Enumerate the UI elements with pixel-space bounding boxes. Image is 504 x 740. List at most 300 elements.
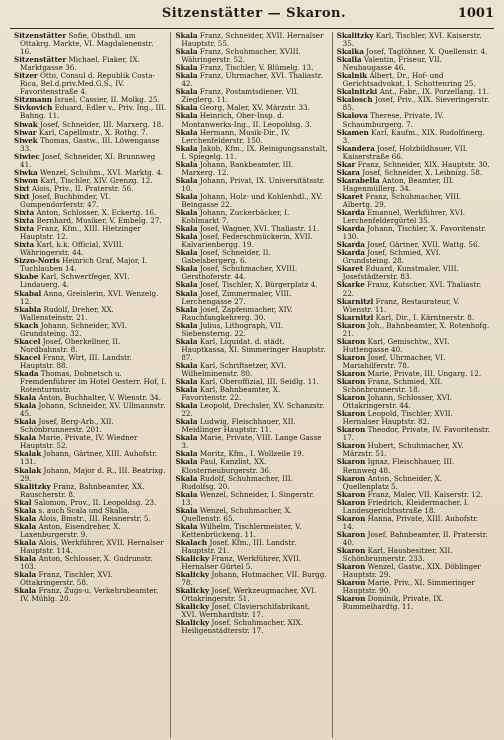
entry-surname: Skala — [14, 417, 37, 427]
directory-entry — [175, 129, 327, 145]
entry-details: Anton, Beamter, III. Hagenmüllerg. 34. — [342, 175, 454, 193]
directory-entry — [14, 467, 166, 483]
entry-details: Josef, Zapfenmacher, XIV. Rauchfangkehrerg. 30. — [181, 304, 293, 322]
entry-details: Karl, Hausbesitzer, XII. Schönbrunnerstr. 233. — [342, 546, 453, 564]
entry-details: Wenzel, Schuhmacher, X. Quellenstr. 65. — [181, 505, 292, 523]
entry-surname: Skala — [175, 417, 198, 427]
entry-details: Josef, Werkzeugmacher, XVI. Ottakringerstr. 51. — [181, 586, 317, 604]
entry-surname: Skala — [175, 224, 198, 234]
entry-surname: Skaron — [336, 578, 366, 588]
entry-details: Franz, Wirt, III. Landstr. Hauptstr. 88. — [20, 352, 132, 370]
directory-entry — [175, 523, 327, 539]
entry-surname: Skala — [175, 401, 198, 411]
directory-entry — [337, 338, 490, 354]
entry-surname: Skala — [175, 47, 198, 57]
entry-details: Michael, Fiaker, IX. Marktgasse 36. — [20, 55, 140, 73]
entry-details: Leopold, Drechsler, XV. Schanzstr. 22. — [181, 401, 325, 419]
entry-details: Josef, Bahnbeamter, II. Praterstr. 40. — [342, 529, 488, 547]
entry-surname: Skala — [14, 505, 37, 515]
column-middle — [171, 32, 332, 738]
entry-surname: Skach — [14, 320, 39, 330]
entry-surname: Skaron — [336, 393, 366, 403]
entry-details: Josef, Federschmückerin, XVII. Kalvarienbergg. 19. — [181, 232, 313, 250]
entry-details: Moritz, Kfm., I. Wollzeile 19. — [197, 449, 305, 459]
entry-surname: Skaron — [336, 473, 366, 483]
directory-entry — [175, 402, 327, 418]
entry-details: Friedrich, Kleidermacher, I. Landesgerichtsstraße 18. — [342, 497, 469, 515]
directory-entry — [175, 386, 327, 402]
directory-entry — [175, 507, 327, 523]
entry-details: Karl, Bahnbeamter, X. Favoritenstr. 22. — [181, 385, 281, 403]
directory-entry — [337, 322, 490, 338]
entry-details: Karl, Capellmstr., X. Rothg. 7. — [36, 127, 148, 137]
entry-surname: Skacel — [14, 336, 41, 346]
entry-surname: Skalnitzki — [336, 87, 378, 97]
entry-surname: Skarabella — [336, 175, 380, 185]
entry-surname: Siwiec — [14, 151, 40, 161]
entry-surname: Skala — [175, 320, 198, 330]
entry-surname: Skala — [175, 232, 198, 242]
directory-entry — [175, 491, 327, 507]
directory-entry — [175, 587, 327, 603]
entry-details: Karl, Gemischtw., XVI. Huttengasse 40. — [342, 336, 450, 354]
entry-surname: Skaron — [336, 377, 366, 387]
entry-details: Thomas, Gastw., III. Löwengasse 33. — [20, 135, 160, 153]
entry-surname: Skamen — [336, 127, 369, 137]
directory-entry — [337, 145, 490, 161]
entry-details: Alois, Werkführer, XVII. Hernalser Hauptstr. 114. — [20, 537, 164, 555]
directory-entry — [14, 571, 166, 587]
entry-details: Franz, Postamtsdiener, VII. Zieglerg. 11. — [181, 87, 300, 105]
entry-surname: Skara — [336, 167, 360, 177]
entry-details: Franz, Uhrmacher, XVI. Thaliastr. 42. — [181, 71, 323, 89]
directory-entry — [14, 104, 166, 120]
entry-details: Anton, Buchhalter, V. Wienstr. 34. — [36, 393, 162, 403]
entry-details: s. auch Scala und Skalla. — [36, 505, 130, 515]
entry-surname: Skalla — [336, 55, 362, 65]
entry-details: Ignaz, Fleischhauer, III. Rennweg 48. — [342, 457, 455, 475]
entry-details: Valentin, Friseur, VII. Neubaugasse 46. — [342, 55, 442, 73]
entry-surname: Skarnitzl — [336, 312, 374, 322]
entry-details: Johann, Major d. R., III. Beatrixg. 29. — [20, 465, 166, 483]
entry-surname: Skala — [175, 208, 198, 218]
directory-entry — [337, 129, 490, 145]
entry-details: Thomas, Dolmetsch u. Fremdenführer im Hotel Oesterr. Hof, I. Rotenturmstr. — [20, 368, 167, 395]
entry-details: Johann, Schlosser, XVI. Ottakringerstr. 44. — [342, 393, 453, 411]
directory-entry — [14, 434, 166, 450]
directory-entry — [14, 225, 166, 241]
entry-surname: Skaron — [336, 489, 366, 499]
entry-details: Anton, Schlosser, X. Eckertg. 16. — [34, 208, 157, 218]
directory-entry — [337, 96, 490, 112]
entry-surname: Skalnik — [336, 71, 368, 81]
directory-entry — [175, 434, 327, 450]
entry-surname: Skala — [175, 87, 198, 97]
column-right — [333, 32, 494, 738]
directory-entry — [175, 571, 327, 587]
entry-details: Josef, Taglöhner, X. Quellenstr. 4. — [363, 47, 488, 57]
entry-surname: Skalicky — [175, 570, 210, 580]
directory-entry — [337, 579, 490, 595]
entry-surname: Sitzenstätter — [14, 32, 67, 40]
entry-details: Josef, Wagner, XVI. Thaliastr. 11. — [197, 224, 320, 234]
entry-surname: Skal — [14, 497, 32, 507]
directory-entry — [337, 547, 490, 563]
entry-details: Eduard, Edler v., Priv. Ing., III. Bahng. 11. — [20, 103, 167, 121]
entry-surname: Siwek — [14, 135, 38, 145]
directory-entry — [337, 354, 490, 370]
directory-entry — [337, 177, 490, 193]
directory-entry — [337, 394, 490, 410]
directory-entry — [175, 475, 327, 491]
directory-entry — [14, 257, 166, 273]
directory-entry — [175, 177, 327, 193]
entry-details: Paul, Kanzlist, XX. Klosterneuburgerstr. 36. — [181, 457, 272, 475]
directory-entry — [175, 265, 327, 281]
entry-details: Josef, Buchbinder, VI. Gumpendorferstr. 47. — [20, 191, 111, 209]
entry-surname: Skaron — [336, 320, 366, 330]
entry-details: Otto, Consul d. Republik Costa-Rica, Bel.d.priv.Med.G.S., IV. Favoritenstraße 4. — [20, 71, 155, 97]
entry-details: Emanuel, Werkführer, XVI. Lerchenfeldergürtel 35. — [342, 208, 466, 226]
directory-entry — [337, 56, 490, 72]
entry-surname: Skandera — [336, 143, 375, 153]
entry-details: Josef, Gärtner, XVII. Wattg. 56. — [364, 240, 480, 250]
entry-details: Salomon, Prov., II. Leopoldsg. 23. — [31, 497, 157, 507]
entry-surname: Skala — [14, 513, 37, 523]
entry-surname: Siwka — [14, 167, 38, 177]
entry-details: Joh., Bahnbeamter, X. Rotenhofg. 21. — [342, 320, 490, 338]
directory-entry — [14, 153, 166, 169]
entry-surname: Skalicky — [175, 554, 210, 564]
entry-details: Karl, Tischler, XIV. Grenzg. 12. — [38, 175, 153, 185]
page-header — [10, 6, 494, 29]
entry-surname: Skalicky — [175, 618, 210, 628]
directory-entry — [175, 48, 327, 64]
entry-details: Franz, Bahnbeamter, XX. Rauscherstr. 8. — [20, 481, 145, 499]
directory-entry — [14, 273, 166, 289]
entry-details: Josef, Zimmermaler, VIII. Lerchengasse 27. — [181, 288, 292, 306]
entry-details: Heinrich Graf, Major, I. Tuchlauben 14. — [20, 256, 148, 274]
entry-surname: Skala — [175, 248, 198, 258]
directory-entry — [14, 137, 166, 153]
entry-surname: Skala — [14, 537, 37, 547]
entry-details: Marie, Priv., XI. Simmeringer Hauptstr. 90. — [342, 578, 475, 596]
entry-details: Franz, Zugs-u. Verkehrsbeamter, IV. Mühlg. 20. — [20, 586, 159, 604]
entry-details: Wenzel, Schneider, I. Singerstr. 13. — [181, 489, 315, 507]
entry-details: Johann, Gärtner, XIII. Auhofstr. 131. — [20, 449, 158, 467]
entry-details: Franz, Schuhmacher, VIII. Albertg. 29. — [342, 191, 462, 209]
directory-entry — [337, 298, 490, 314]
entry-details: Josef, Schuhmacher, XVIII. Gersthoferstr. 44. — [181, 264, 298, 282]
entry-details: Josef, Uhrmacher, VI. Mariahilferstr. 78. — [342, 352, 446, 370]
entry-details: Franz, Restaurateur, V. Wienstr. 11. — [342, 296, 460, 314]
directory-entry — [337, 32, 490, 48]
entry-surname: Skaret — [336, 191, 364, 201]
entry-surname: Skala — [14, 586, 37, 596]
entry-surname: Skalitzky — [14, 481, 51, 491]
directory-entry — [14, 32, 166, 56]
entry-surname: Skalak — [14, 449, 42, 459]
entry-surname: Sizzo-Noris — [14, 256, 60, 266]
entry-details: Karl, Schriftsetzer, XVI. Wilhelminenstr. 80. — [181, 360, 287, 378]
entry-details: Franz, Schuhmacher, XVIII. Währingerstr. 52. — [181, 47, 301, 65]
entry-details: Wenzel, Gastw., XIX. Döblinger Hauptstr. 29. — [342, 562, 481, 580]
directory-entry — [175, 555, 327, 571]
entry-surname: Skaron — [336, 352, 366, 362]
entry-surname: Skabal — [14, 288, 42, 298]
entry-details: Ludwig, Fleischhauer, XII. Meidlinger Hauptstr. 11. — [181, 417, 296, 435]
entry-details: Johann, Schneider, XVI. Grundsteing. 32. — [20, 320, 127, 338]
entry-details: Karl, Schwertfeger, XVI. Lindauerg. 4. — [20, 272, 130, 290]
entry-surname: Siwar — [14, 127, 37, 137]
directory-entry — [175, 112, 327, 128]
entry-surname: Skaret — [336, 264, 364, 274]
directory-entry — [337, 475, 490, 491]
entry-details: Israel, Cassier, II. Molkg. 25. — [52, 95, 160, 105]
entry-surname: Sixta — [14, 240, 35, 250]
entry-surname: Skarda — [336, 208, 365, 218]
directory-entry — [175, 362, 327, 378]
entry-surname: Skala — [14, 401, 37, 411]
directory-entry — [175, 161, 327, 177]
directory-entry — [337, 515, 490, 531]
directory-entry — [337, 225, 490, 241]
entry-surname: Skala — [14, 393, 37, 403]
directory-entry — [175, 306, 327, 322]
entry-surname: Skala — [175, 127, 198, 137]
entry-details: Johann, Privat, IX. Universitätsstr. 10. — [181, 175, 325, 193]
entry-surname: Skaron — [336, 497, 366, 507]
directory-entry — [14, 370, 166, 394]
entry-surname: Skala — [175, 377, 198, 387]
directory-entry — [175, 145, 327, 161]
directory-entry — [14, 539, 166, 555]
entry-details: Therese, Private, IV. Schaumburgerg. 7. — [342, 111, 444, 129]
entry-details: Josef, Clavierschlfabrikant, XVI. Wernhardtstr. 17. — [181, 602, 311, 620]
entry-surname: Sixta — [14, 224, 35, 234]
directory-entry — [14, 555, 166, 571]
directory-entry — [175, 338, 327, 362]
entry-details: Josef, Schneider, X. Leibnizg. 58. — [359, 167, 483, 177]
directory-entry — [175, 418, 327, 434]
entry-surname: Skala — [175, 521, 198, 531]
entry-details: Johann, Tischler, X. Favoritenstr. 130. — [342, 224, 487, 242]
entry-surname: Skala — [175, 473, 198, 483]
entry-details: Anton, Schneider, X. Quellenplatz 5. — [342, 473, 443, 491]
entry-surname: Skala — [14, 570, 37, 580]
entry-surname: Sitzenstätter — [14, 55, 67, 65]
entry-details: Josef, Holzbildhauer, VII. Kaiserstraße 66. — [342, 143, 468, 161]
entry-surname: Siwak — [14, 119, 38, 129]
entry-details: Josef, Schneider, III. Marxerg. 18. — [37, 119, 164, 129]
entry-surname: Skalka — [336, 47, 364, 57]
entry-surname: Skala — [175, 159, 198, 169]
entry-surname: Skarda — [336, 240, 365, 250]
page-number: 1001 — [457, 6, 494, 21]
entry-surname: Skabla — [14, 304, 42, 314]
entry-details: Rudolf, Schuhmacher, III. Rudolfsg. 20. — [181, 473, 293, 491]
entry-details: Leopold, Tischler, XVII. Hernalser Hauptstr. 82. — [342, 409, 453, 427]
entry-surname: Skala — [14, 554, 37, 564]
entry-details: Rudolf, Dreher, XX. Wallensteinstr. 21. — [20, 304, 114, 322]
directory-entry — [14, 306, 166, 322]
directory-entry — [14, 338, 166, 354]
entry-surname: Skaron — [336, 441, 366, 451]
entry-surname: Sixta — [14, 216, 35, 226]
entry-details: Karl, Dir., I. Kärntnerstr. 8. — [373, 312, 475, 322]
entry-details: Anton, Eisendreher, X. Laxenburgerstr. 9. — [20, 521, 121, 539]
entry-surname: Skala — [175, 449, 198, 459]
directory-entry — [14, 450, 166, 466]
entry-surname: Skala — [175, 280, 198, 290]
entry-details: Johann, Zuckerbäcker, I. Kohlmarkt 7. — [181, 208, 290, 226]
directory-entry — [337, 72, 490, 88]
entry-details: Josef, Tischler, X. Bürgerplatz 4. — [197, 280, 318, 290]
entry-surname: Skarda — [336, 224, 365, 234]
entry-surname: Skada — [14, 368, 39, 378]
directory-entry — [337, 563, 490, 579]
entry-details: Franz, Tischler, XVI. Ottakringerstr. 58. — [20, 570, 113, 588]
directory-entry — [14, 418, 166, 434]
directory-entry — [337, 112, 490, 128]
entry-details: Theodor, Private, IV. Favoritenstr. 17. — [342, 425, 490, 443]
entry-details: Julius, Lithograph, VII. Siebensterng. 22. — [181, 320, 284, 338]
entry-surname: Skala — [175, 360, 198, 370]
entry-details: Anna, Greislerin, XVI. Wenzelg. 12. — [20, 288, 159, 306]
directory-entry — [175, 193, 327, 209]
entry-surname: Skacel — [14, 352, 41, 362]
entry-surname: Skarda — [336, 248, 365, 258]
entry-surname: Skar — [336, 159, 356, 169]
entry-surname: Skaron — [336, 336, 366, 346]
directory-entry — [14, 587, 166, 603]
entry-surname: Skalach — [175, 537, 208, 547]
directory-entry — [14, 193, 166, 209]
entry-details: Georg, Maler, XV. Märzstr. 33. — [197, 103, 310, 113]
directory-entry — [337, 458, 490, 474]
entry-surname: Sitzer — [14, 71, 38, 81]
directory-entry — [175, 619, 327, 635]
entry-details: Josef, Oberkellner, II. Nordbahnstr. 8. — [20, 336, 121, 354]
running-title: Sitzenstätter — Skaron. — [161, 6, 346, 21]
entry-surname: Siwon — [14, 175, 39, 185]
entry-surname: Sitzmann — [14, 95, 53, 105]
entry-surname: Skala — [175, 433, 198, 443]
directory-entry — [175, 603, 327, 619]
entry-surname: Skala — [175, 63, 198, 73]
entry-details: Marie, Private, III. Ungarg. 12. — [365, 368, 482, 378]
entry-details: Heinrich, Ober-Insp. d. Montanwerks-Ing., II. Leopoldsg. 3. — [181, 111, 312, 129]
entry-surname: Skala — [175, 288, 198, 298]
entry-surname: Skaron — [336, 594, 366, 604]
entry-details: Josef, Priv., XIX. Sieveringerstr. 85. — [342, 95, 490, 113]
entry-surname: Skala — [175, 143, 198, 153]
entry-surname: Skala — [175, 457, 198, 467]
entry-details: Franz, Schneider, XVII. Hernalser Hauptstr. 55. — [181, 32, 324, 49]
entry-surname: Skaron — [336, 562, 366, 572]
directory-entry — [14, 322, 166, 338]
entry-details: Josef, Berg-Arb., XII. Schönbrunnerstr. 201. — [20, 417, 114, 435]
entry-details: Dominik, Private, IX. Rummelhardtg. 11. — [342, 594, 444, 612]
directory-entry — [175, 539, 327, 555]
entry-details: Hermann, Musik-Dir., IV. Lerchenfelderstr. 150. — [181, 127, 290, 145]
directory-entry — [14, 483, 166, 499]
directory-entry — [14, 56, 166, 72]
entry-surname: Skala — [14, 521, 37, 531]
directory-entry — [175, 290, 327, 306]
entry-details: Jakob, Kfm., IX. Reinigungsanstalt, I. Spiegelg. 11. — [181, 143, 328, 161]
entry-details: Johann, Schneider, XV. Ullmannstr. 45. — [20, 401, 166, 419]
entry-details: Karl, Liquidat. d. städt. Hauptkassa, XI. Simmeringer Hauptstr. 87. — [181, 336, 326, 362]
directory-entry — [337, 265, 490, 281]
entry-details: Marie, Private, VIII. Lange Gasse 3. — [181, 433, 322, 451]
entry-details: Eduard, Kunstmaler, VIII. Josefstädterstr. 83. — [342, 264, 459, 282]
entry-surname: Skarke — [336, 280, 365, 290]
entry-surname: Skala — [175, 71, 198, 81]
entry-details: Hubert, Schuhmacher, XV. Märzstr. 51. — [342, 441, 464, 459]
entry-surname: Skaron — [336, 425, 366, 435]
directory-entry — [175, 209, 327, 225]
directory-entry — [14, 72, 166, 96]
directory-entry — [337, 426, 490, 442]
entry-surname: Skalicky — [175, 586, 210, 596]
entry-details: Marie, Private, IV. Wiedner Hauptstr. 52. — [20, 433, 138, 451]
entry-surname: Skaron — [336, 368, 366, 378]
entry-details: Franz, Tischler, V. Blümelg. 13. — [197, 63, 314, 73]
directory-entry — [337, 531, 490, 547]
entry-surname: Skalicky — [175, 602, 210, 612]
entry-details: Johann, Bankbeamter, III. Marxerg. 12. — [181, 159, 294, 177]
entry-details: Wenzel, Schuhm., XVI. Marktg. 4. — [37, 167, 164, 177]
column-left — [10, 32, 171, 738]
directory-entry — [175, 322, 327, 338]
entry-surname: Sixt — [14, 183, 30, 193]
directory-entry — [337, 442, 490, 458]
directory-entry — [14, 402, 166, 418]
entry-details: Josef, Schneider, II. Gabelsbergerg. 6. — [181, 248, 271, 266]
entry-surname: Skalak — [14, 465, 42, 475]
entry-surname: Skaron — [336, 513, 366, 523]
entry-surname: Sivkovich — [14, 103, 53, 113]
directory-entry — [175, 458, 327, 474]
entry-details: Josef, Schuhmacher, XIX. Heiligenstädterstr. 17. — [181, 618, 303, 636]
entry-details: Franz, Kfm., XIII. Hietzinger Hauptstr. 12. — [20, 224, 141, 242]
entry-details: Karl, Oberoffizial, III. Seidlg. 11. — [197, 377, 320, 387]
entry-surname: Skaron — [336, 546, 366, 555]
entry-surname: Skabe — [14, 272, 39, 282]
directory-entry — [14, 290, 166, 306]
entry-surname: Skala — [175, 175, 198, 185]
entry-surname: Skarnitzl — [336, 296, 374, 306]
entry-details: Franz, Kutscher, XVI. Thaliastr. 22. — [342, 280, 482, 298]
entry-surname: Skala — [175, 385, 198, 395]
entry-surname: Skala — [14, 433, 37, 443]
entry-details: Karl, Tischler, XVI. Kaiserstr. 35. — [342, 32, 482, 49]
entry-details: Sofie, Obsthdl. am Ottakrg. Markte, VI. Magdalenenstr. 16. — [20, 32, 154, 57]
entry-surname: Skaron — [336, 529, 366, 539]
directory-entry — [337, 249, 490, 265]
entry-details: Franz, Werkführer, XVII. Hernalser Gürtel 5. — [181, 554, 302, 572]
entry-surname: Skaron — [336, 409, 366, 419]
entry-details: Josef, Schneider, XI. Brunnweg 41. — [20, 151, 156, 169]
entry-surname: Skala — [175, 336, 198, 346]
entry-details: Franz, Schneider, XIX. Hauptstr. 30. — [355, 159, 490, 169]
entry-surname: Skala — [175, 111, 198, 121]
entry-details: Bernhard, Musiker, V. Embelg. 27. — [34, 216, 162, 226]
directory-entry — [175, 32, 327, 48]
entry-details: Hanna, Private, XIII. Auhofstr. 14. — [342, 513, 479, 531]
directory-entry — [14, 523, 166, 539]
